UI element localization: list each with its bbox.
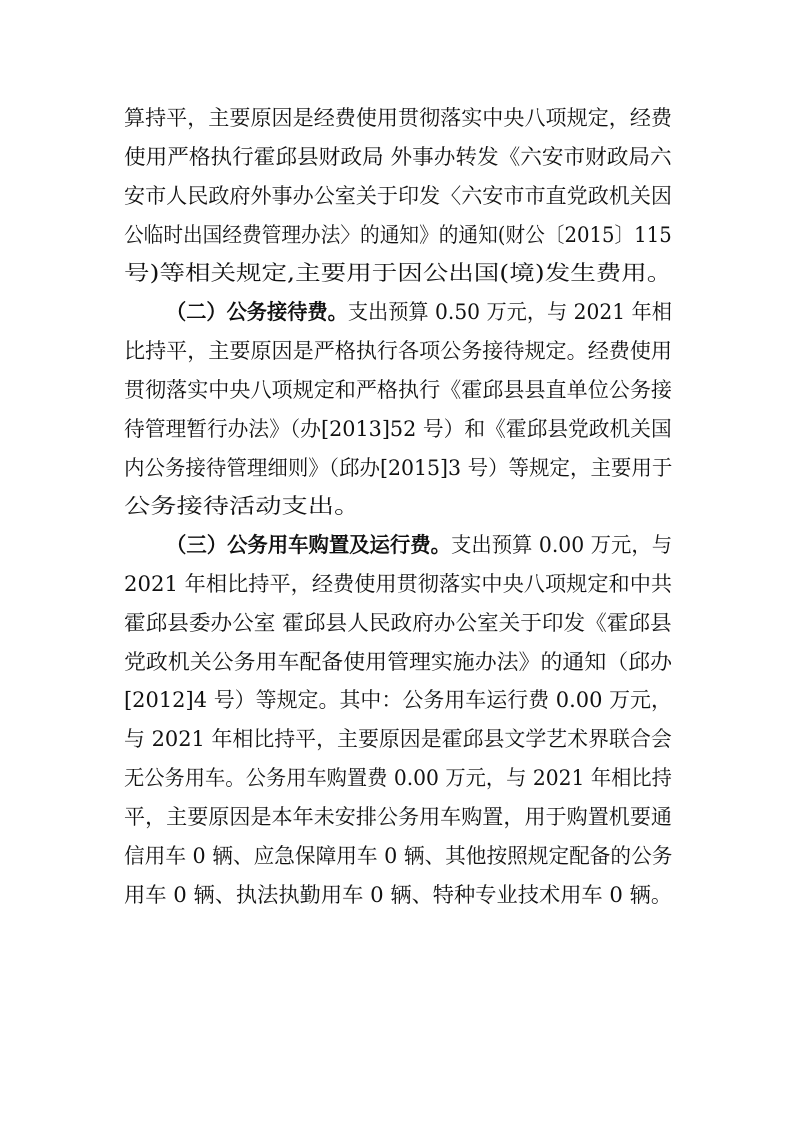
text-line-4: 公临时出国经费管理办法〉的通知》的通知(财公〔2015〕115 xyxy=(124,223,672,247)
text-line-1: 算持平，主要原因是经费使用贯彻落实中央八项规定，经费 xyxy=(124,106,673,130)
text-line-14: 霍邱县委办公室 霍邱县人民政府办公室关于印发《霍邱县 xyxy=(124,611,672,635)
text-line-3: 安市人民政府外事办公室关于印发〈六安市市直党政机关因 xyxy=(124,184,673,208)
section-heading-line: （二）公务接待费。支出预算 0.50 万元，与 2021 年相 xyxy=(166,299,672,324)
text-line-9: 待管理暂行办法》（办[2013]52 号）和《霍邱县党政机关国 xyxy=(124,417,672,441)
text-line-16: [2012]4 号）等规定。其中：公务用车运行费 0.00 万元， xyxy=(124,688,672,712)
text-line-8: 贯彻落实中央八项规定和严格执行《霍邱县县直单位公务接 xyxy=(124,378,673,402)
text-line-5: 号)等相关规定,主要用于因公出国(境)发生费用。 xyxy=(124,261,673,285)
text-line-7: 比持平，主要原因是严格执行各项公务接待规定。经费使用 xyxy=(124,339,673,363)
text-line-2: 使用严格执行霍邱县财政局 外事办转发《六安市财政局六 xyxy=(124,145,672,169)
text-line-19: 平，主要原因是本年未安排公务用车购置，用于购置机要通 xyxy=(124,805,673,829)
text-line-11: 公务接待活动支出。 xyxy=(124,494,361,518)
section-heading: （三）公务用车购置及运行费。 xyxy=(166,532,451,557)
section-heading: （二）公务接待费。 xyxy=(166,299,348,324)
text-line-10: 内公务接待管理细则》（邱办[2015]3 号）等规定，主要用于 xyxy=(124,456,673,480)
section-heading-line: （三）公务用车购置及运行费。支出预算 0.00 万元，与 xyxy=(166,532,673,557)
text-line-21: 用车 0 辆、执法执勤用车 0 辆、特种专业技术用车 0 辆。 xyxy=(124,883,673,907)
text-line-13: 2021 年相比持平，经费使用贯彻落实中央八项规定和中共 xyxy=(124,572,673,596)
text-line-15: 党政机关公务用车配备使用管理实施办法》的通知（邱办 xyxy=(124,650,672,674)
text-line-20: 信用车 0 辆、应急保障用车 0 辆、其他按照规定配备的公务 xyxy=(124,844,673,868)
text-line-18: 无公务用车。公务用车购置费 0.00 万元，与 2021 年相比持 xyxy=(124,766,672,790)
text-line-17: 与 2021 年相比持平，主要原因是霍邱县文学艺术界联合会 xyxy=(124,727,672,751)
